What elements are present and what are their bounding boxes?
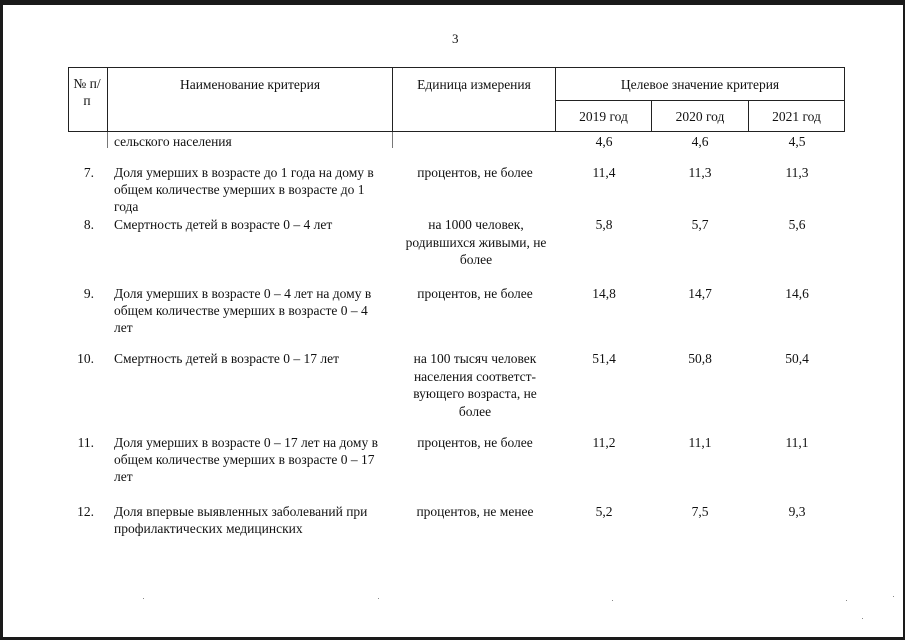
row-value-2021: 5,6 bbox=[788, 217, 806, 232]
page-number: 3 bbox=[452, 31, 459, 46]
scan-speck bbox=[143, 598, 144, 599]
row-unit: на 1000 человек, родившихся живыми, не более bbox=[405, 217, 547, 267]
row-value-2019: 14,8 bbox=[592, 286, 616, 301]
header-criterion-name: Наименование критерия bbox=[179, 77, 321, 92]
scan-border-top bbox=[0, 0, 905, 5]
scan-speck bbox=[612, 600, 613, 601]
row-number: 8. bbox=[83, 217, 94, 232]
scan-border-left bbox=[0, 0, 3, 640]
row-unit: процентов, не более bbox=[417, 435, 533, 450]
row-value-2019: 5,2 bbox=[595, 504, 613, 519]
row-value-2021: 11,1 bbox=[785, 435, 809, 450]
scan-speck bbox=[378, 598, 379, 599]
row-value-2021: 11,3 bbox=[785, 165, 809, 180]
row-number: 10. bbox=[77, 351, 94, 366]
row-value-2020: 7,5 bbox=[691, 504, 709, 519]
header-year-2019: 2019 год bbox=[579, 109, 628, 124]
row-value-2020: 14,7 bbox=[688, 286, 712, 301]
row-unit: на 100 тысяч человек населения соответст- вующего возраста, не более bbox=[413, 351, 537, 419]
scan-speck bbox=[893, 596, 894, 597]
row-criterion-name: Доля умерших в возрасте 0 – 4 лет на дому в общем количестве умерших в возрасте 0 – 4 лет bbox=[114, 286, 372, 335]
header-year-2020: 2020 год bbox=[675, 109, 725, 124]
continuation-name: сельского населения bbox=[114, 134, 232, 149]
row-value-2021: 14,6 bbox=[785, 286, 809, 301]
row-criterion-name: Доля умерших в возрасте 0 – 17 лет на дому в общем количестве умерших в возрасте 0 – 17 лет bbox=[114, 435, 378, 484]
row-criterion-name: Смертность детей в возрасте 0 – 17 лет bbox=[114, 351, 339, 366]
scan-speck bbox=[846, 600, 847, 601]
row-value-2019: 51,4 bbox=[592, 351, 616, 366]
row-unit: процентов, не менее bbox=[416, 504, 534, 519]
row-number: 9. bbox=[83, 286, 94, 301]
scan-speck bbox=[862, 618, 863, 619]
header-unit: Единица измерения bbox=[417, 77, 531, 92]
row-number: 11. bbox=[77, 435, 94, 450]
row-value-2019: 11,2 bbox=[592, 435, 616, 450]
row-criterion-name: Смертность детей в возрасте 0 – 4 лет bbox=[114, 217, 333, 232]
row-criterion-name: Доля умерших в возрасте до 1 года на дому в общем количестве умерших в возрасте до 1 года bbox=[114, 165, 374, 214]
header-year-2021: 2021 год bbox=[772, 109, 821, 124]
row-value-2019: 11,4 bbox=[592, 165, 616, 180]
continuation-value-2019: 4,6 bbox=[595, 134, 613, 149]
row-value-2020: 11,1 bbox=[688, 435, 712, 450]
row-value-2021: 9,3 bbox=[788, 504, 806, 519]
row-value-2020: 50,8 bbox=[688, 351, 712, 366]
continuation-value-2020: 4,6 bbox=[691, 134, 709, 149]
row-unit: процентов, не более bbox=[417, 165, 533, 180]
header-number: № п/п bbox=[73, 76, 101, 108]
row-value-2019: 5,8 bbox=[595, 217, 613, 232]
row-value-2020: 5,7 bbox=[691, 217, 709, 232]
row-unit: процентов, не более bbox=[417, 286, 533, 301]
row-number: 12. bbox=[77, 504, 94, 519]
row-value-2020: 11,3 bbox=[688, 165, 712, 180]
row-value-2021: 50,4 bbox=[785, 351, 809, 366]
row-criterion-name: Доля впервые выявленных заболеваний при профилактических медицинских bbox=[114, 504, 368, 536]
continuation-value-2021: 4,5 bbox=[788, 134, 806, 149]
row-number: 7. bbox=[83, 165, 94, 180]
header-target-value: Целевое значение критерия bbox=[620, 77, 780, 92]
